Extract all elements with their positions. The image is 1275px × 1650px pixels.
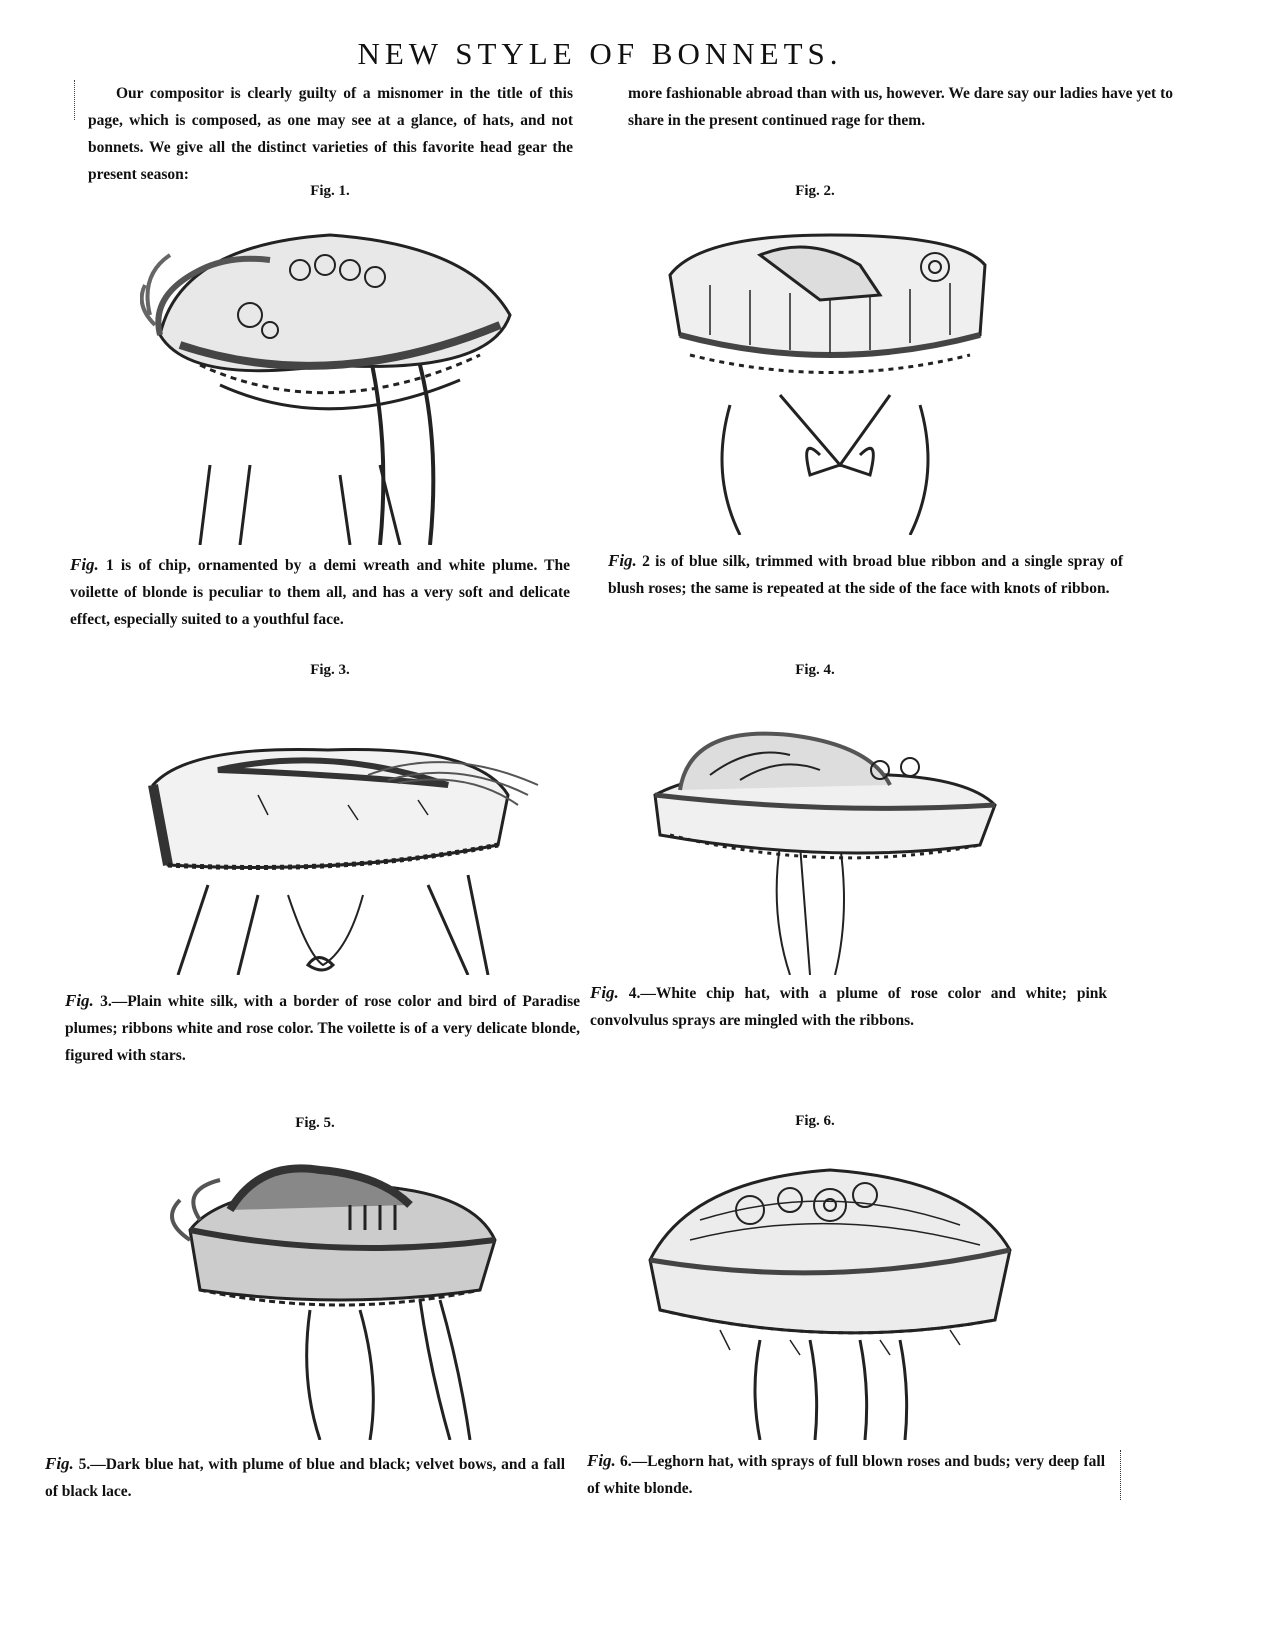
- fig-6-caption: [587, 1447, 1105, 1502]
- fig-5-caption-text: 5.—Dark blue hat, with plume of blue and black; velvet bows, and a fall of black lace.: [45, 1456, 566, 1500]
- fig-2-caption-text: 2 is of blue silk, trimmed with broad blue ribbon and a single spray of blush roses; the same is repeated at the side of the face with knots of ribbon.: [608, 553, 1124, 597]
- fig-2-label: Fig. 2.: [795, 183, 835, 199]
- fig-5-label: Fig. 5.: [295, 1115, 335, 1131]
- fig-6-illustration: [640, 1140, 1020, 1440]
- fig-4-label: Fig. 4.: [795, 662, 835, 678]
- fig-1-caption-text: 1 is of chip, ornamented by a demi wreath and white plume. The voilette of blonde is peculiar to them all, and has a very soft and delicate effect, especially suited to a youthful face.: [70, 557, 571, 628]
- fig-1-caption: [70, 551, 570, 633]
- fig-3-caption: [65, 987, 580, 1069]
- fig-5-caption-ref: Fig.: [45, 1454, 74, 1473]
- page-title: NEW STYLE OF BONNETS.: [357, 36, 843, 71]
- fig-2-illustration: [650, 225, 1005, 535]
- intro-right-column: more fashionable abroad than with us, however. We dare say our ladies have yet to share in the present continued rage for them.: [628, 85, 1173, 129]
- fig-3-caption-text: 3.—Plain white silk, with a border of rose color and bird of Paradise plumes; ribbons white and rose color. The voilette is of a very delicate blonde, figured with stars.: [65, 993, 580, 1064]
- fig-3-illustration: [148, 725, 548, 975]
- page-edge-mark: [1120, 1450, 1121, 1500]
- fig-5-illustration: [160, 1150, 510, 1440]
- fig-4-caption-text: 4.—White chip hat, with a plume of rose color and white; pink convolvulus sprays are mingled with the ribbons.: [590, 985, 1107, 1029]
- fig-1-caption-ref: Fig.: [70, 555, 99, 574]
- fig-3-caption-ref: Fig.: [65, 991, 94, 1010]
- fig-1-illustration: [140, 215, 520, 545]
- intro-left-column: Our compositor is clearly guilty of a misnomer in the title of this page, which is composed, as one may see at a glance, of hats, and not bonnets. We give all the distinct varieties of this favorite head gear the present season:: [88, 85, 573, 183]
- fig-6-caption-ref: Fig.: [587, 1451, 616, 1470]
- fig-4-caption-ref: Fig.: [590, 983, 619, 1002]
- fig-3-label: Fig. 3.: [310, 662, 350, 678]
- fig-4-caption: [590, 979, 1107, 1034]
- fig-1-label: Fig. 1.: [310, 183, 350, 199]
- fig-4-illustration: [650, 715, 1005, 975]
- fig-2-caption: [608, 547, 1123, 602]
- fig-6-caption-text: 6.—Leghorn hat, with sprays of full blown roses and buds; very deep fall of white blonde.: [587, 1453, 1106, 1497]
- fig-5-caption: [45, 1450, 565, 1505]
- fig-2-caption-ref: Fig.: [608, 551, 637, 570]
- fig-6-label: Fig. 6.: [795, 1113, 835, 1129]
- margin-bracket: [74, 80, 85, 120]
